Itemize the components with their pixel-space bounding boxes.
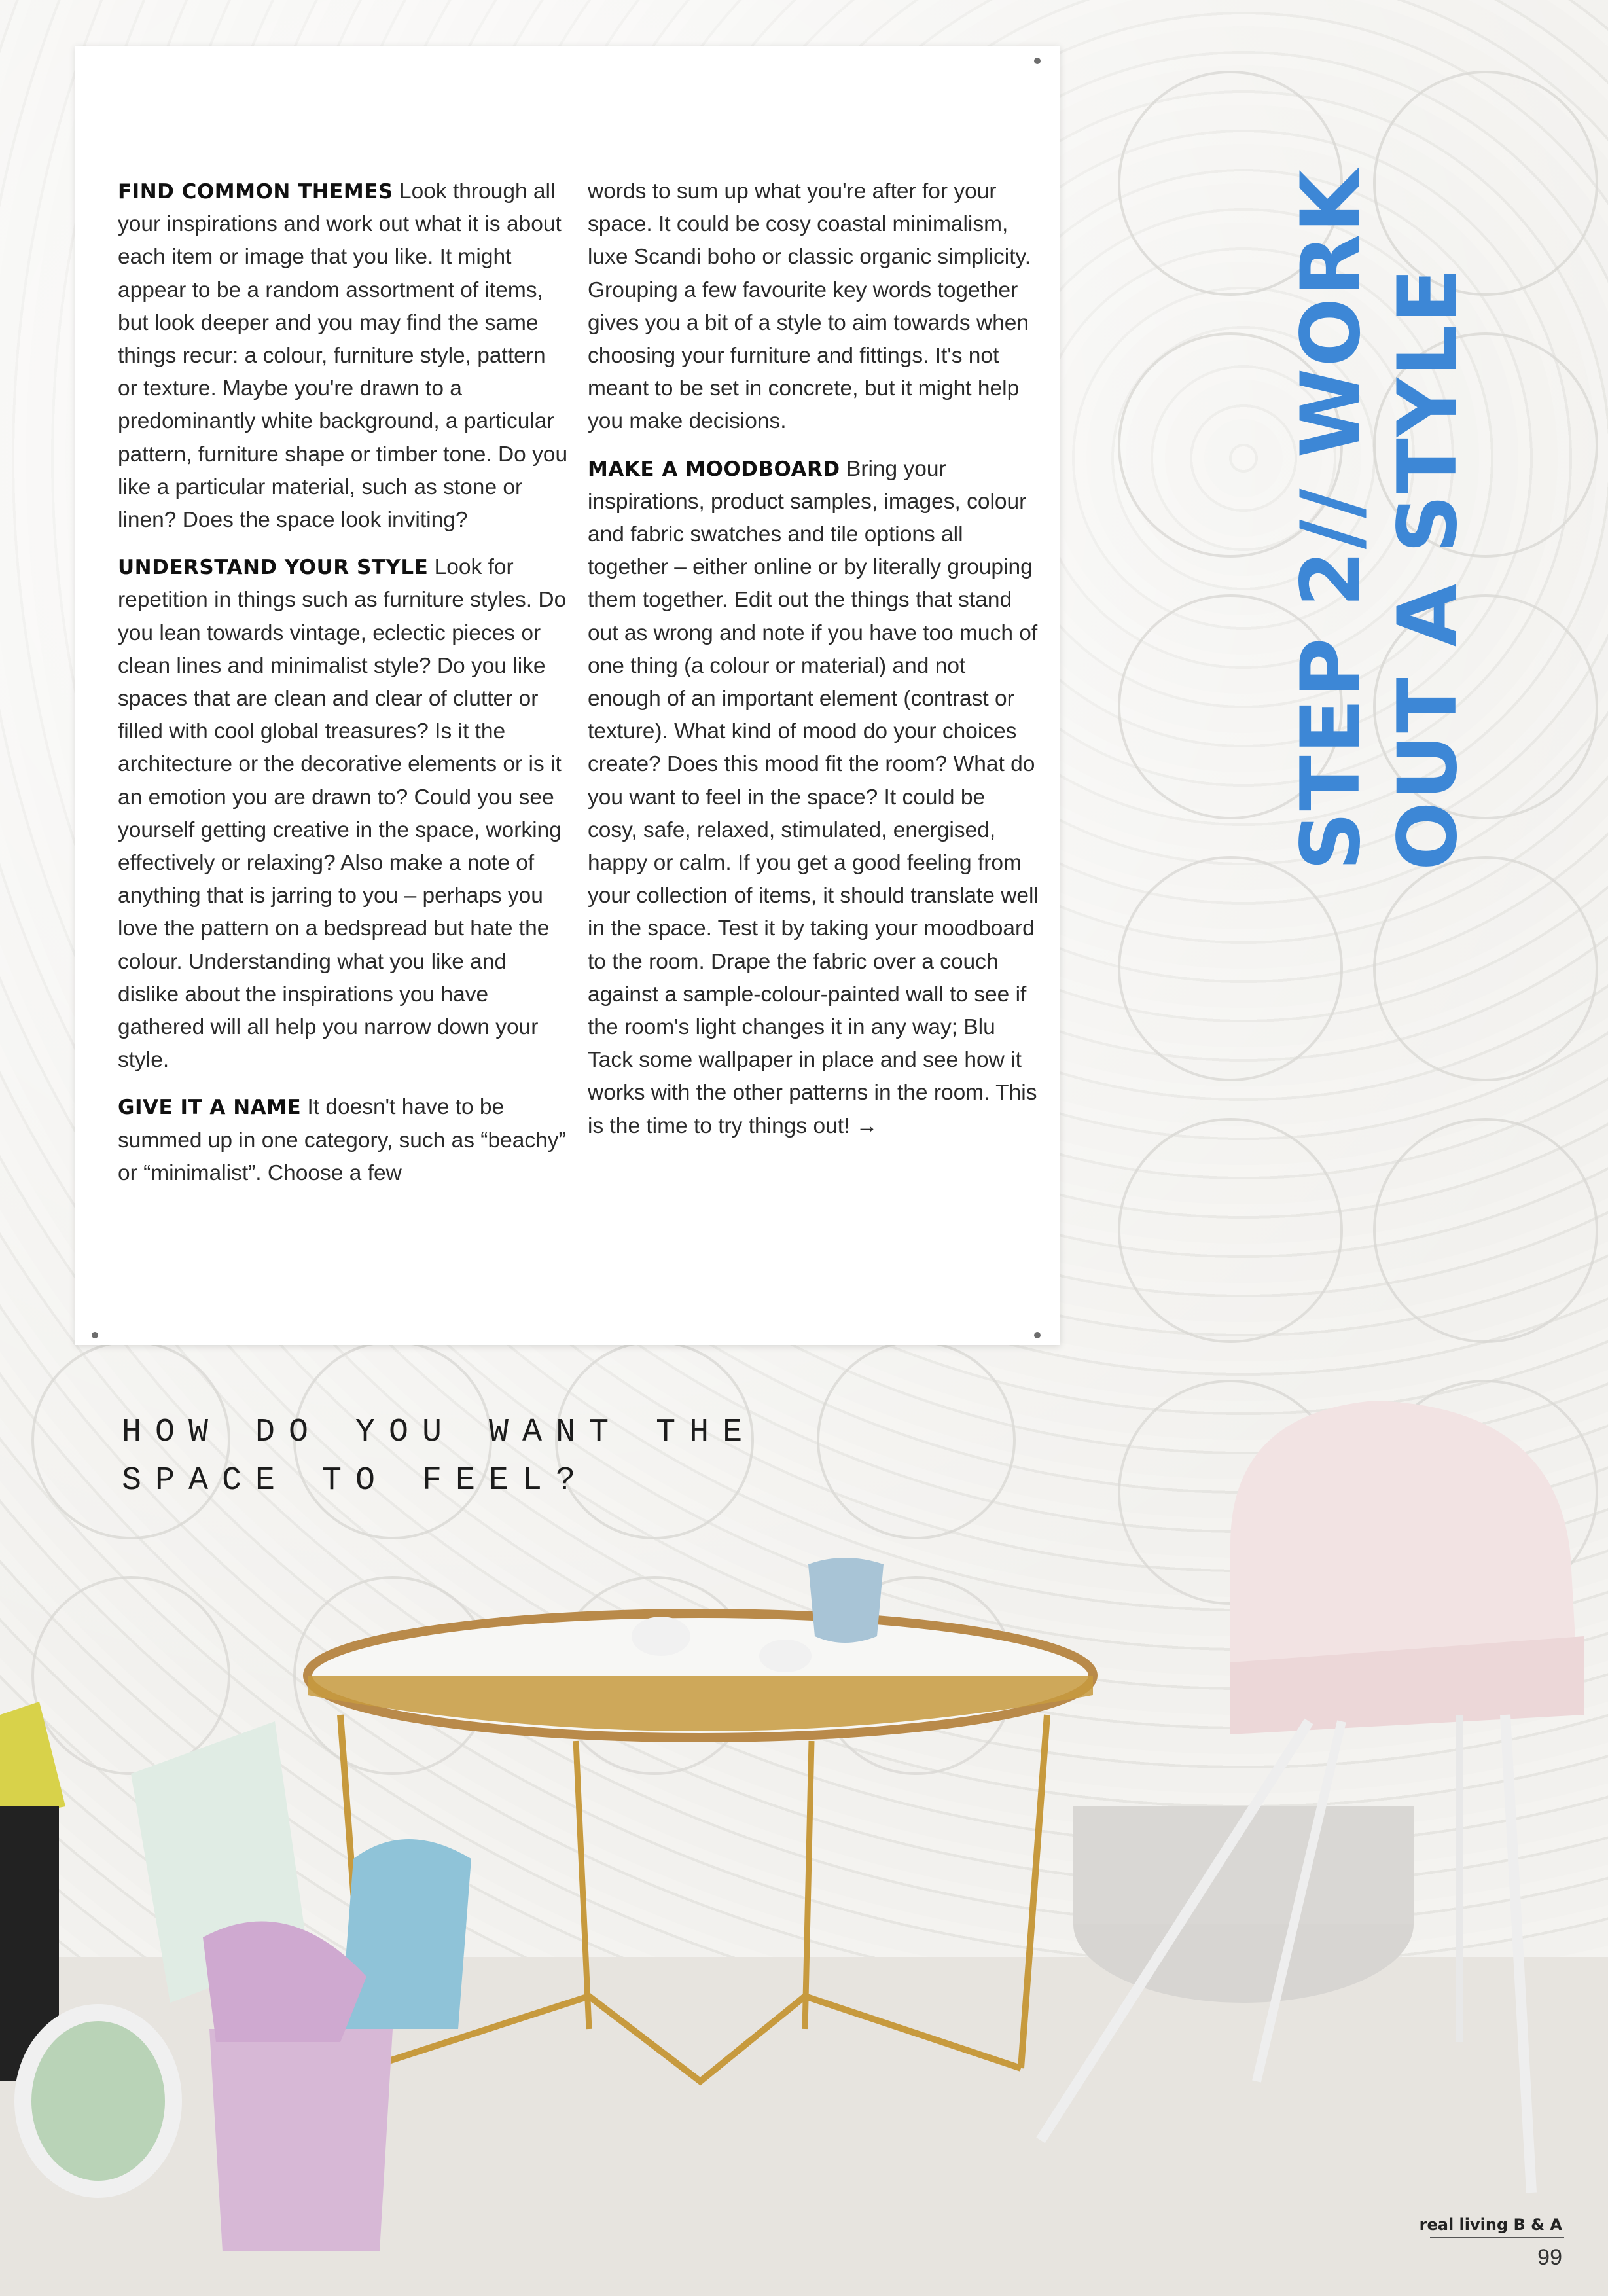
text-column-right <box>588 175 1039 1157</box>
section-body: Look for repetition in things such as furniture styles. Do you lean towards vintage, eclectic pieces or clean lines and minimalist style? Do you like spaces that are clean and clear of clutter or filled with cool global treasures? Is it the architecture or the decorative elements or is it an emotion you are drawn to? Could you see yourself getting creative in the space, working effectively or relaxing? Also make a note of anything that is jarring to you – perhaps you love the pattern on a bedspread but hate the colour. Understanding what you like and dislike about the inspirations you have gathered will all help you narrow down your style. <box>118 555 567 1073</box>
headline-line-1: STEP 2// WORK <box>1284 168 1378 870</box>
section-body: words to sum up what you're after for your space. It could be cosy coastal minimalism, luxe Scandi boho or classic organic simplicity. Grouping a few favourite key words together gives you a bit of a style to aim towards when choosing your furniture and fittings. It's not meant to be set in concrete, but it might help you make decisions. <box>588 179 1031 434</box>
section-heading: GIVE IT A NAME <box>118 1096 302 1120</box>
section-body: Bring your inspirations, product samples, images, colour and fabric swatches and tile options all together – either online or by literally grouping them together. Edit out the things that stand out as wrong and note if you have too much of one thing (a colour or material) and not enough of an important element (contrast or texture). What kind of mood do your choices create? Does this mood fit the room? What do you want to feel in the space? It could be cosy, safe, relaxed, stimulated, energised, happy or calm. If you get a good feeling from your collection of items, it should translate well in the space. Test it by taking your moodboard to the room. Drape the fabric over a couch against a sample-colour-painted wall to see if the room's light changes it in any way; Blu Tack some wallpaper in place and see how it works with the other patterns in the room. This is the time to try things out! → <box>588 456 1039 1138</box>
section-heading: FIND COMMON THEMES <box>118 180 393 204</box>
pin-icon <box>92 1332 98 1338</box>
pin-icon <box>1034 58 1041 64</box>
text-column-left <box>118 175 569 1204</box>
room-photo-illustration <box>0 1348 1608 2296</box>
pull-quote-line-1: HOW DO YOU WANT THE <box>122 1414 757 1451</box>
section-body: Look through all your inspirations and work out what it is about each item or image that you like. It might appear to be a random assortment of items, but look deeper and you may find the same things recur: a colour, furniture style, pattern or texture. Maybe you're drawn to a predominantly white background, a particular pattern, furniture shape or timber tone. Do you like a particular material, such as stone or linen? Does the space look inviting? <box>118 179 568 533</box>
paragraph-find-common-themes <box>118 175 569 537</box>
paragraph-give-it-a-name <box>118 1091 569 1190</box>
paragraph-make-a-moodboard <box>588 453 1039 1143</box>
section-heading: MAKE A MOODBOARD <box>588 457 840 481</box>
headline-line-2: OUT A STYLE <box>1381 266 1475 870</box>
paragraph-give-it-a-name-continued <box>588 175 1039 439</box>
pull-quote-line-2: SPACE TO FEEL? <box>122 1462 590 1499</box>
page-number: 99 <box>1537 2245 1562 2270</box>
magazine-brand: real living B & A <box>1419 2215 1562 2234</box>
section-heading: UNDERSTAND YOUR STYLE <box>118 556 429 580</box>
vertical-headline <box>1283 169 1476 870</box>
paragraph-understand-your-style <box>118 551 569 1077</box>
pin-icon <box>1034 1332 1041 1338</box>
footer-divider <box>1430 2237 1564 2238</box>
section-body: It doesn't have to be summed up in one category, such as “beachy” or “minimalist”. Choose a few <box>118 1095 566 1185</box>
